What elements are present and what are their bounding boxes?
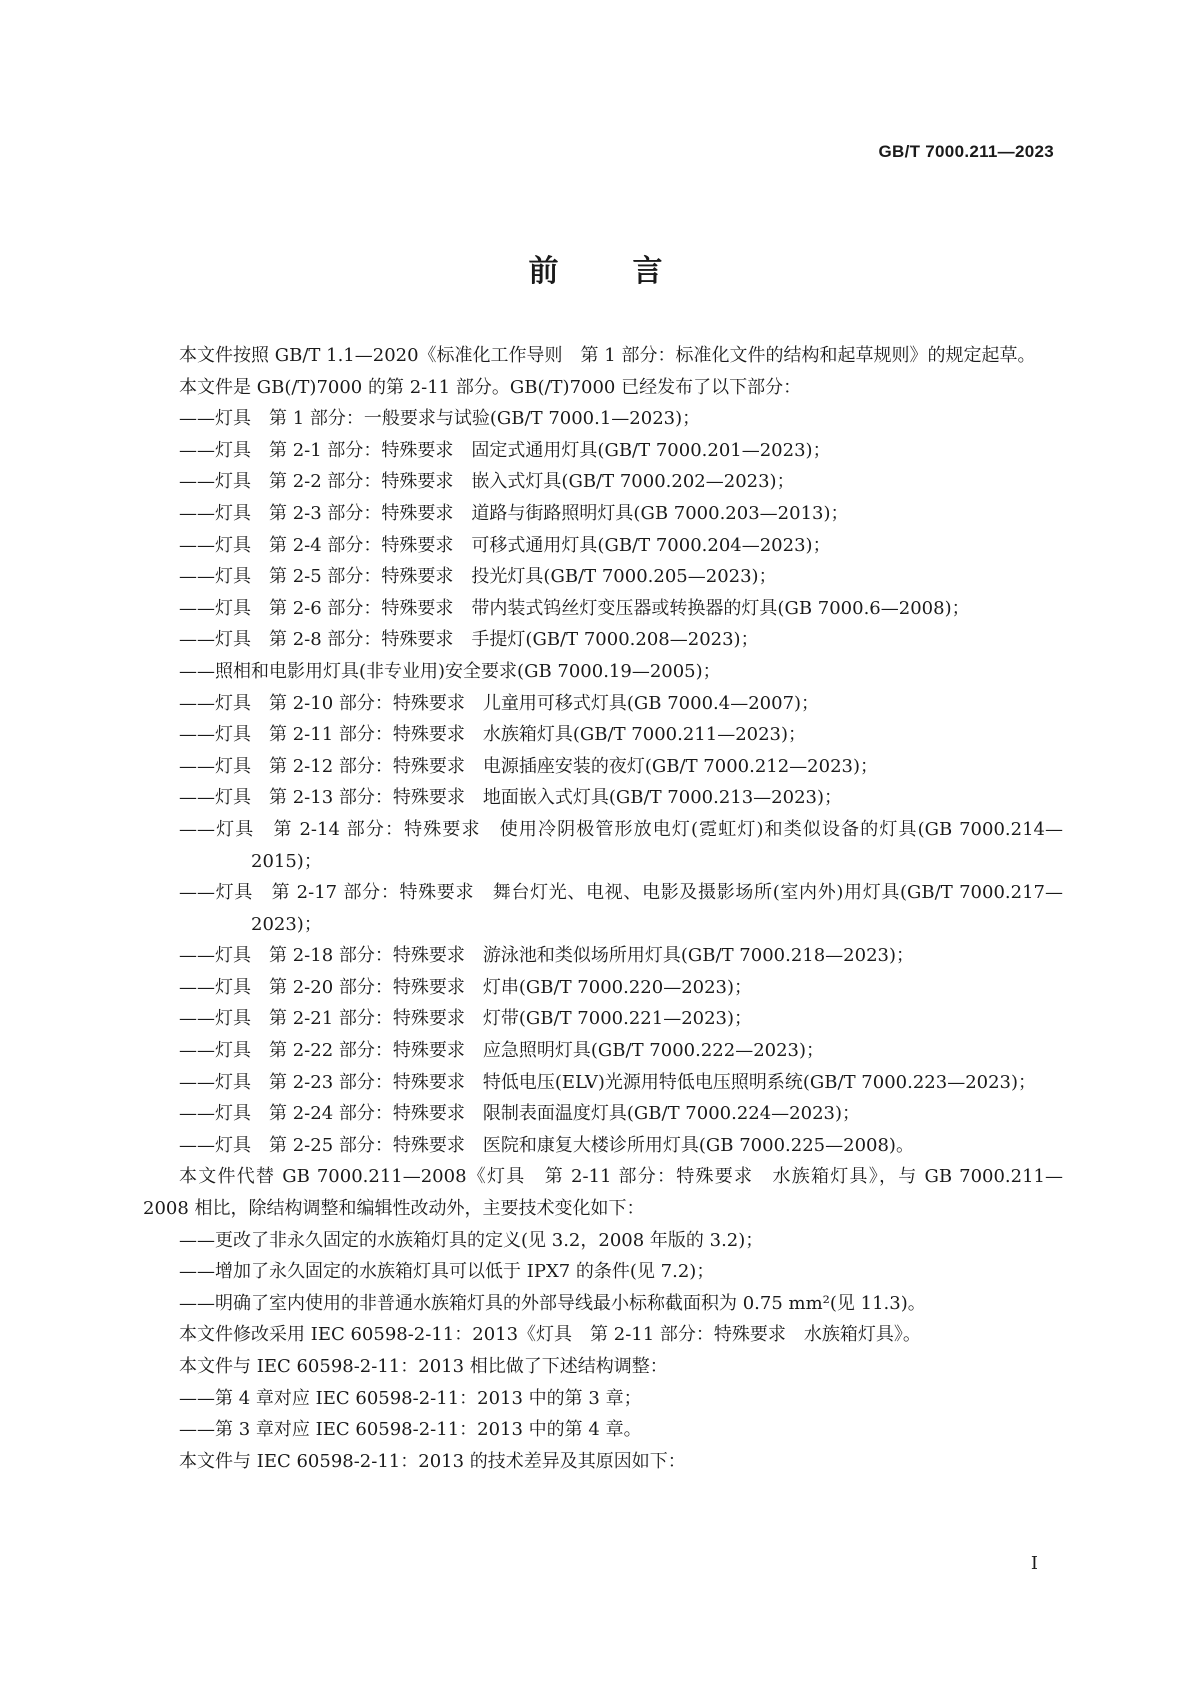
- structure-intro-paragraph: 本文件与 IEC 60598-2-11：2013 相比做了下述结构调整：: [179, 1356, 668, 1377]
- list-item: ——灯具 第 2-6 部分：特殊要求 带内装式钨丝灯变压器或转换器的灯具(GB 7000.6—2008)；: [179, 597, 970, 619]
- list-item: ——灯具 第 2-4 部分：特殊要求 可移式通用灯具(GB/T 7000.204—2023)；: [179, 534, 831, 556]
- series-intro-paragraph: 本文件是 GB(/T)7000 的第 2-11 部分。GB(/T)7000 已经发布了以下部分：: [179, 376, 802, 398]
- differences-intro-paragraph: 本文件与 IEC 60598-2-11：2013 的技术差异及其原因如下：: [179, 1450, 686, 1472]
- list-item: ——第 3 章对应 IEC 60598-2-11：2013 中的第 4 章。: [179, 1419, 642, 1441]
- list-item: ——照相和电影用灯具(非专业用)安全要求(GB 7000.19—2005)；: [179, 660, 721, 682]
- standard-code: GB/T 7000.211—2023: [878, 142, 1054, 161]
- list-item: ——灯具 第 2-18 部分：特殊要求 游泳池和类似场所用灯具(GB/T 7000.218—2023)；: [179, 945, 915, 967]
- preface-body: [143, 340, 1063, 1477]
- list-item: ——灯具 第 2-13 部分：特殊要求 地面嵌入式灯具(GB/T 7000.213—2023)；: [179, 787, 843, 809]
- list-item: ——灯具 第 2-14 部分：特殊要求 使用冷阴极管形放电灯(霓虹灯)和类似设备的灯具(GB 7000.214—2015)；: [179, 818, 1063, 872]
- list-item: ——明确了室内使用的非普通水族箱灯具的外部导线最小标称截面积为 0.75 mm²(见 11.3)。: [179, 1292, 926, 1314]
- list-item: ——灯具 第 2-5 部分：特殊要求 投光灯具(GB/T 7000.205—2023)；: [179, 566, 777, 588]
- title-char-2: 言: [632, 254, 663, 289]
- list-item: ——灯具 第 2-11 部分：特殊要求 水族箱灯具(GB/T 7000.211—2023)；: [179, 724, 807, 746]
- page-title: [0, 246, 1191, 290]
- list-item: ——灯具 第 2-1 部分：特殊要求 固定式通用灯具(GB/T 7000.201—2023)；: [179, 439, 831, 461]
- title-char-1: 前: [528, 254, 559, 289]
- technical-changes-list: [143, 1225, 1063, 1320]
- list-item: ——更改了非永久固定的水族箱灯具的定义(见 3.2，2008 年版的 3.2)；: [179, 1229, 764, 1251]
- replaces-paragraph: 本文件代替 GB 7000.211—2008《灯具 第 2-11 部分：特殊要求 水族箱灯具》，与 GB 7000.211—2008 相比，除结构调整和编辑性改动外，主要技术变化如下：: [143, 1166, 1063, 1220]
- list-item: ——第 4 章对应 IEC 60598-2-11：2013 中的第 3 章；: [179, 1387, 642, 1409]
- modification-paragraph: 本文件修改采用 IEC 60598-2-11：2013《灯具 第 2-11 部分：特殊要求 水族箱灯具》。: [179, 1324, 921, 1346]
- drafting-paragraph: 本文件按照 GB/T 1.1—2020《标准化工作导则 第 1 部分：标准化文件的结构和起草规则》的规定起草。: [179, 345, 1036, 366]
- list-item: ——灯具 第 2-3 部分：特殊要求 道路与街路照明灯具(GB 7000.203—2013)；: [179, 502, 849, 524]
- series-parts-list: [143, 403, 1063, 1161]
- list-item: ——灯具 第 2-8 部分：特殊要求 手提灯(GB/T 7000.208—2023)；: [179, 629, 759, 651]
- list-item: ——灯具 第 2-21 部分：特殊要求 灯带(GB/T 7000.221—2023)；: [179, 1008, 753, 1030]
- list-item: ——灯具 第 2-20 部分：特殊要求 灯串(GB/T 7000.220—2023)；: [179, 976, 753, 998]
- list-item: ——灯具 第 1 部分：一般要求与试验(GB/T 7000.1—2023)；: [179, 408, 701, 430]
- list-item: ——灯具 第 2-17 部分：特殊要求 舞台灯光、电视、电影及摄影场所(室内外)用灯具(GB/T 7000.217—2023)；: [179, 882, 1063, 935]
- list-item: ——增加了永久固定的水族箱灯具可以低于 IPX7 的条件(见 7.2)；: [179, 1261, 715, 1283]
- list-item: ——灯具 第 2-23 部分：特殊要求 特低电压(ELV)光源用特低电压照明系统(GB/T 7000.223—2023)；: [179, 1071, 1037, 1093]
- list-item: ——灯具 第 2-12 部分：特殊要求 电源插座安装的夜灯(GB/T 7000.212—2023)；: [179, 755, 879, 777]
- list-item: ——灯具 第 2-25 部分：特殊要求 医院和康复大楼诊所用灯具(GB 7000.225—2008)。: [179, 1134, 914, 1156]
- list-item: ——灯具 第 2-24 部分：特殊要求 限制表面温度灯具(GB/T 7000.224—2023)；: [179, 1103, 861, 1125]
- page-number: I: [1030, 1553, 1038, 1574]
- list-item: ——灯具 第 2-2 部分：特殊要求 嵌入式灯具(GB/T 7000.202—2023)；: [179, 471, 795, 493]
- structure-changes-list: [143, 1383, 1063, 1446]
- list-item: ——灯具 第 2-10 部分：特殊要求 儿童用可移式灯具(GB 7000.4—2007)；: [179, 692, 820, 714]
- list-item: ——灯具 第 2-22 部分：特殊要求 应急照明灯具(GB/T 7000.222—2023)；: [179, 1040, 825, 1062]
